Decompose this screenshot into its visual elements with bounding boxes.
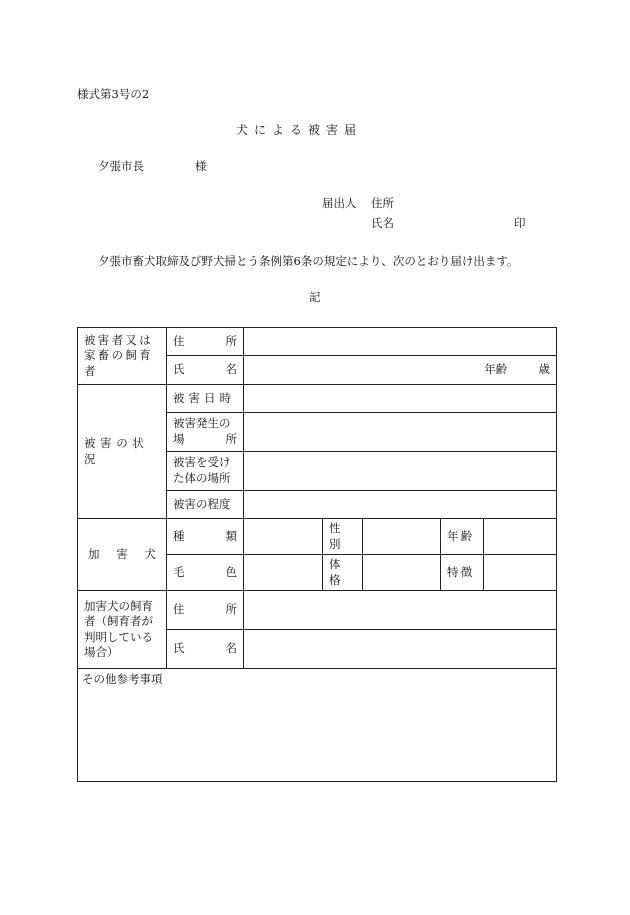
notes-field[interactable]	[78, 669, 557, 782]
dog-coat-field[interactable]	[244, 555, 323, 591]
damage-severity-label: 被害の程度	[167, 491, 244, 519]
owner-address-label-a: 住	[173, 602, 185, 617]
dog-build-field[interactable]	[363, 555, 441, 591]
notes-label: その他参考事項	[82, 672, 163, 687]
owner-name-field[interactable]	[244, 630, 557, 669]
victim-name-label-a: 氏	[173, 362, 185, 377]
damage-report-table	[77, 327, 557, 782]
damage-body-part-field[interactable]	[244, 452, 557, 491]
owner-name-label-cell	[167, 630, 244, 669]
dog-breed-label-cell	[167, 519, 244, 555]
damage-place-label-line1: 被害発生の	[173, 416, 231, 431]
damage-datetime-field[interactable]	[244, 385, 557, 413]
applicant-address-label: 住所	[371, 196, 394, 210]
owner-header: 加害犬の飼育者（飼育者が判明している場合）	[84, 598, 153, 660]
owner-address-label-b: 所	[225, 602, 237, 617]
dog-coat-label-b: 色	[225, 564, 237, 579]
dog-header-cell	[78, 519, 167, 591]
victim-age-label: 年齢	[484, 362, 508, 377]
damage-body-part-label: 被害を受けた体の場所	[173, 455, 231, 485]
victim-header-cell	[78, 328, 167, 385]
owner-header-cell	[78, 591, 167, 669]
dog-features-label: 特徴	[441, 555, 484, 591]
damage-body-part-label-cell	[167, 452, 244, 491]
damage-header-cell	[78, 385, 167, 519]
dog-coat-label-a: 毛	[173, 564, 185, 579]
victim-address-field[interactable]	[244, 328, 557, 356]
dog-breed-label-a: 種	[173, 528, 185, 543]
damage-place-label-b: 所	[225, 432, 237, 446]
victim-name-label-b: 名	[225, 362, 237, 377]
dog-breed-field[interactable]	[244, 519, 323, 555]
victim-name-field[interactable]	[244, 356, 557, 385]
victim-address-label-b: 所	[225, 333, 237, 348]
applicant-role-label: 届出人	[322, 196, 357, 210]
dog-features-field[interactable]	[484, 555, 557, 591]
dog-header-a: 加	[88, 546, 100, 561]
dog-build-label: 体格	[323, 555, 363, 591]
damage-datetime-label: 被害日時	[167, 385, 244, 413]
victim-name-label-cell	[167, 356, 244, 385]
damage-severity-field[interactable]	[244, 491, 557, 519]
dog-sex-field[interactable]	[363, 519, 441, 555]
victim-address-label-cell	[167, 328, 244, 356]
dog-breed-label-b: 類	[225, 528, 237, 543]
applicant-name-label: 氏名	[371, 216, 394, 230]
seal-label: 印	[514, 216, 526, 230]
note-heading: 記	[309, 290, 321, 304]
dog-sex-label: 性別	[323, 519, 363, 555]
victim-age-unit: 歳	[538, 362, 551, 377]
dog-coat-label-cell	[167, 555, 244, 591]
statement-text: 夕張市畜犬取締及び野犬掃とう条例第6条の規定により、次のとおり届け出ます。	[98, 254, 519, 268]
dog-header-b: 害	[116, 546, 128, 561]
dog-age-label: 年齢	[441, 519, 484, 555]
dog-header-c: 犬	[144, 546, 156, 561]
form-title: 犬による被害届	[236, 123, 363, 137]
owner-name-label-b: 名	[225, 641, 237, 656]
dog-age-field[interactable]	[484, 519, 557, 555]
owner-address-field[interactable]	[244, 591, 557, 630]
damage-header: 被害の状況	[84, 435, 149, 466]
owner-name-label-a: 氏	[173, 641, 185, 656]
form-number: 様式第3号の2	[77, 87, 150, 101]
damage-place-label-a: 場	[173, 432, 185, 446]
damage-place-label-cell	[167, 413, 244, 452]
victim-header: 被害者又は家畜の飼育者	[84, 332, 153, 378]
victim-address-label-a: 住	[173, 333, 185, 348]
damage-place-field[interactable]	[244, 413, 557, 452]
addressee-honorific: 様	[195, 159, 207, 173]
addressee-name: 夕張市長	[98, 159, 144, 173]
owner-address-label-cell	[167, 591, 244, 630]
